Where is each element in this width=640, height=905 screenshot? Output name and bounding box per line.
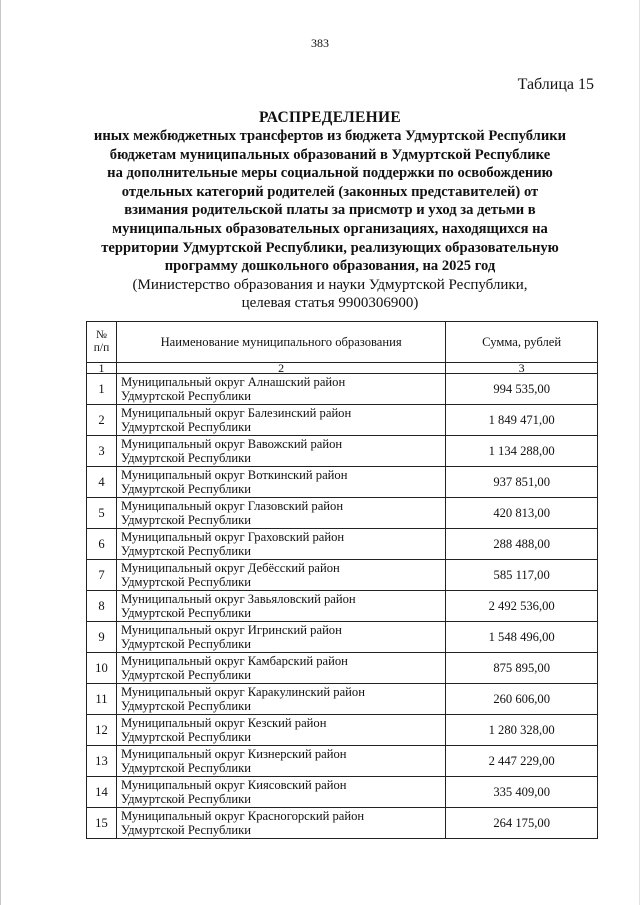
- header-name: Наименование муниципального образования: [116, 322, 445, 363]
- row-number: 6: [87, 529, 117, 560]
- row-name: [116, 684, 445, 715]
- row-number: 7: [87, 560, 117, 591]
- column-index-row: [87, 363, 598, 374]
- row-name-line2: Удмуртской Республики: [120, 544, 251, 558]
- table-label: Таблица 15: [517, 76, 594, 93]
- row-name: [116, 560, 445, 591]
- row-name-line2: Удмуртской Республики: [120, 699, 251, 713]
- row-name: [116, 436, 445, 467]
- row-name-line1: Муниципальный округ Кезский район: [120, 716, 327, 730]
- header-sum: Сумма, рублей: [446, 322, 598, 363]
- row-name: [116, 653, 445, 684]
- table-row: [87, 622, 598, 653]
- row-name-line1: Муниципальный округ Кизнерский район: [120, 747, 347, 761]
- title-line: на дополнительные меры социальной поддержки по освобождению: [107, 165, 553, 182]
- row-name-line2: Удмуртской Республики: [120, 420, 251, 434]
- row-sum: 264 175,00: [446, 808, 598, 839]
- row-name-line1: Муниципальный округ Воткинский район: [120, 468, 348, 482]
- table-row: [87, 529, 598, 560]
- table-header-row: [87, 322, 598, 363]
- row-number: 1: [87, 374, 117, 405]
- table-row: [87, 777, 598, 808]
- row-name: [116, 498, 445, 529]
- row-name: [116, 715, 445, 746]
- row-name-line2: Удмуртской Республики: [120, 482, 251, 496]
- title-subline: (Министерство образования и науки Удмуртской Республики,: [132, 276, 528, 293]
- row-number: 5: [87, 498, 117, 529]
- row-name-line1: Муниципальный округ Граховский район: [120, 530, 345, 544]
- header-number-symbol: №: [95, 329, 107, 341]
- title-line: территории Удмуртской Республики, реализующих образовательную: [101, 239, 559, 256]
- row-name: [116, 591, 445, 622]
- row-name-line2: Удмуртской Республики: [120, 761, 251, 775]
- row-name: [116, 374, 445, 405]
- row-name: [116, 808, 445, 839]
- column-index: 1: [87, 363, 117, 374]
- row-name-line2: Удмуртской Республики: [120, 575, 251, 589]
- title-line: муниципальных образовательных организациях, находящихся на: [112, 220, 548, 237]
- row-sum: 1 134 288,00: [446, 436, 598, 467]
- row-name-line2: Удмуртской Республики: [120, 513, 251, 527]
- row-number: 3: [87, 436, 117, 467]
- header-number-abbr: п/п: [93, 342, 110, 354]
- row-sum: 585 117,00: [446, 560, 598, 591]
- table-row: [87, 436, 598, 467]
- row-name-line1: Муниципальный округ Красногорский район: [120, 809, 365, 823]
- table-row: [87, 467, 598, 498]
- row-name-line1: Муниципальный округ Камбарский район: [120, 654, 348, 668]
- row-name-line1: Муниципальный округ Алнашский район: [120, 375, 346, 389]
- row-number: 12: [87, 715, 117, 746]
- row-sum: 420 813,00: [446, 498, 598, 529]
- row-name-line2: Удмуртской Республики: [120, 389, 251, 403]
- row-name-line2: Удмуртской Республики: [120, 668, 251, 682]
- row-name-line2: Удмуртской Республики: [120, 606, 251, 620]
- header-number: [87, 322, 117, 363]
- title-line: бюджетам муниципальных образований в Удмуртской Республике: [109, 146, 551, 163]
- row-number: 11: [87, 684, 117, 715]
- row-number: 10: [87, 653, 117, 684]
- page-edge-left: [0, 0, 1, 905]
- table-row: [87, 808, 598, 839]
- row-number: 8: [87, 591, 117, 622]
- row-sum: 2 492 536,00: [446, 591, 598, 622]
- column-index: 2: [116, 363, 445, 374]
- row-sum: 937 851,00: [446, 467, 598, 498]
- row-name: [116, 405, 445, 436]
- page-number: 383: [311, 36, 329, 50]
- title-line: иных межбюджетных трансфертов из бюджета Удмуртской Республики: [93, 128, 567, 144]
- title-line: взимания родительской платы за присмотр и уход за детьми в: [124, 202, 536, 219]
- row-name: [116, 622, 445, 653]
- table-row: [87, 591, 598, 622]
- row-sum: 1 280 328,00: [446, 715, 598, 746]
- table-row: [87, 715, 598, 746]
- row-number: 14: [87, 777, 117, 808]
- table-row: [87, 560, 598, 591]
- row-number: 2: [87, 405, 117, 436]
- table-row: [87, 653, 598, 684]
- row-name-line1: Муниципальный округ Дебёсский район: [120, 561, 340, 575]
- row-name-line2: Удмуртской Республики: [120, 792, 251, 806]
- row-name: [116, 529, 445, 560]
- table-row: [87, 405, 598, 436]
- row-number: 9: [87, 622, 117, 653]
- row-name-line1: Муниципальный округ Вавожский район: [120, 437, 343, 451]
- table-row: [87, 498, 598, 529]
- row-name-line1: Муниципальный округ Игринский район: [120, 623, 342, 637]
- row-name: [116, 777, 445, 808]
- row-name-line1: Муниципальный округ Балезинский район: [120, 406, 352, 420]
- row-name-line1: Муниципальный округ Каракулинский район: [120, 685, 365, 699]
- row-sum: 288 488,00: [446, 529, 598, 560]
- title-line: программу дошкольного образования, на 2025 год: [164, 258, 496, 275]
- row-name-line1: Муниципальный округ Киясовский район: [120, 778, 347, 792]
- row-sum: 260 606,00: [446, 684, 598, 715]
- table-row: [87, 374, 598, 405]
- row-sum: 335 409,00: [446, 777, 598, 808]
- distribution-table: [86, 321, 598, 839]
- title-heading: РАСПРЕДЕЛЕНИЕ: [259, 109, 401, 126]
- row-number: 4: [87, 467, 117, 498]
- table-row: [87, 746, 598, 777]
- row-name-line1: Муниципальный округ Глазовский район: [120, 499, 344, 513]
- row-name: [116, 467, 445, 498]
- row-name-line2: Удмуртской Республики: [120, 730, 251, 744]
- row-number: 13: [87, 746, 117, 777]
- row-sum: 994 535,00: [446, 374, 598, 405]
- row-sum: 875 895,00: [446, 653, 598, 684]
- column-index: 3: [446, 363, 598, 374]
- title-line: отдельных категорий родителей (законных представителей) от: [121, 183, 539, 200]
- row-name-line2: Удмуртской Республики: [120, 637, 251, 651]
- title-subline: целевая статья 9900306900): [241, 295, 419, 312]
- table-row: [87, 684, 598, 715]
- document-title: [70, 108, 590, 313]
- row-sum: 1 548 496,00: [446, 622, 598, 653]
- row-name-line2: Удмуртской Республики: [120, 823, 251, 837]
- row-name-line2: Удмуртской Республики: [120, 451, 251, 465]
- row-name: [116, 746, 445, 777]
- row-sum: 1 849 471,00: [446, 405, 598, 436]
- row-number: 15: [87, 808, 117, 839]
- row-sum: 2 447 229,00: [446, 746, 598, 777]
- row-name-line1: Муниципальный округ Завьяловский район: [120, 592, 356, 606]
